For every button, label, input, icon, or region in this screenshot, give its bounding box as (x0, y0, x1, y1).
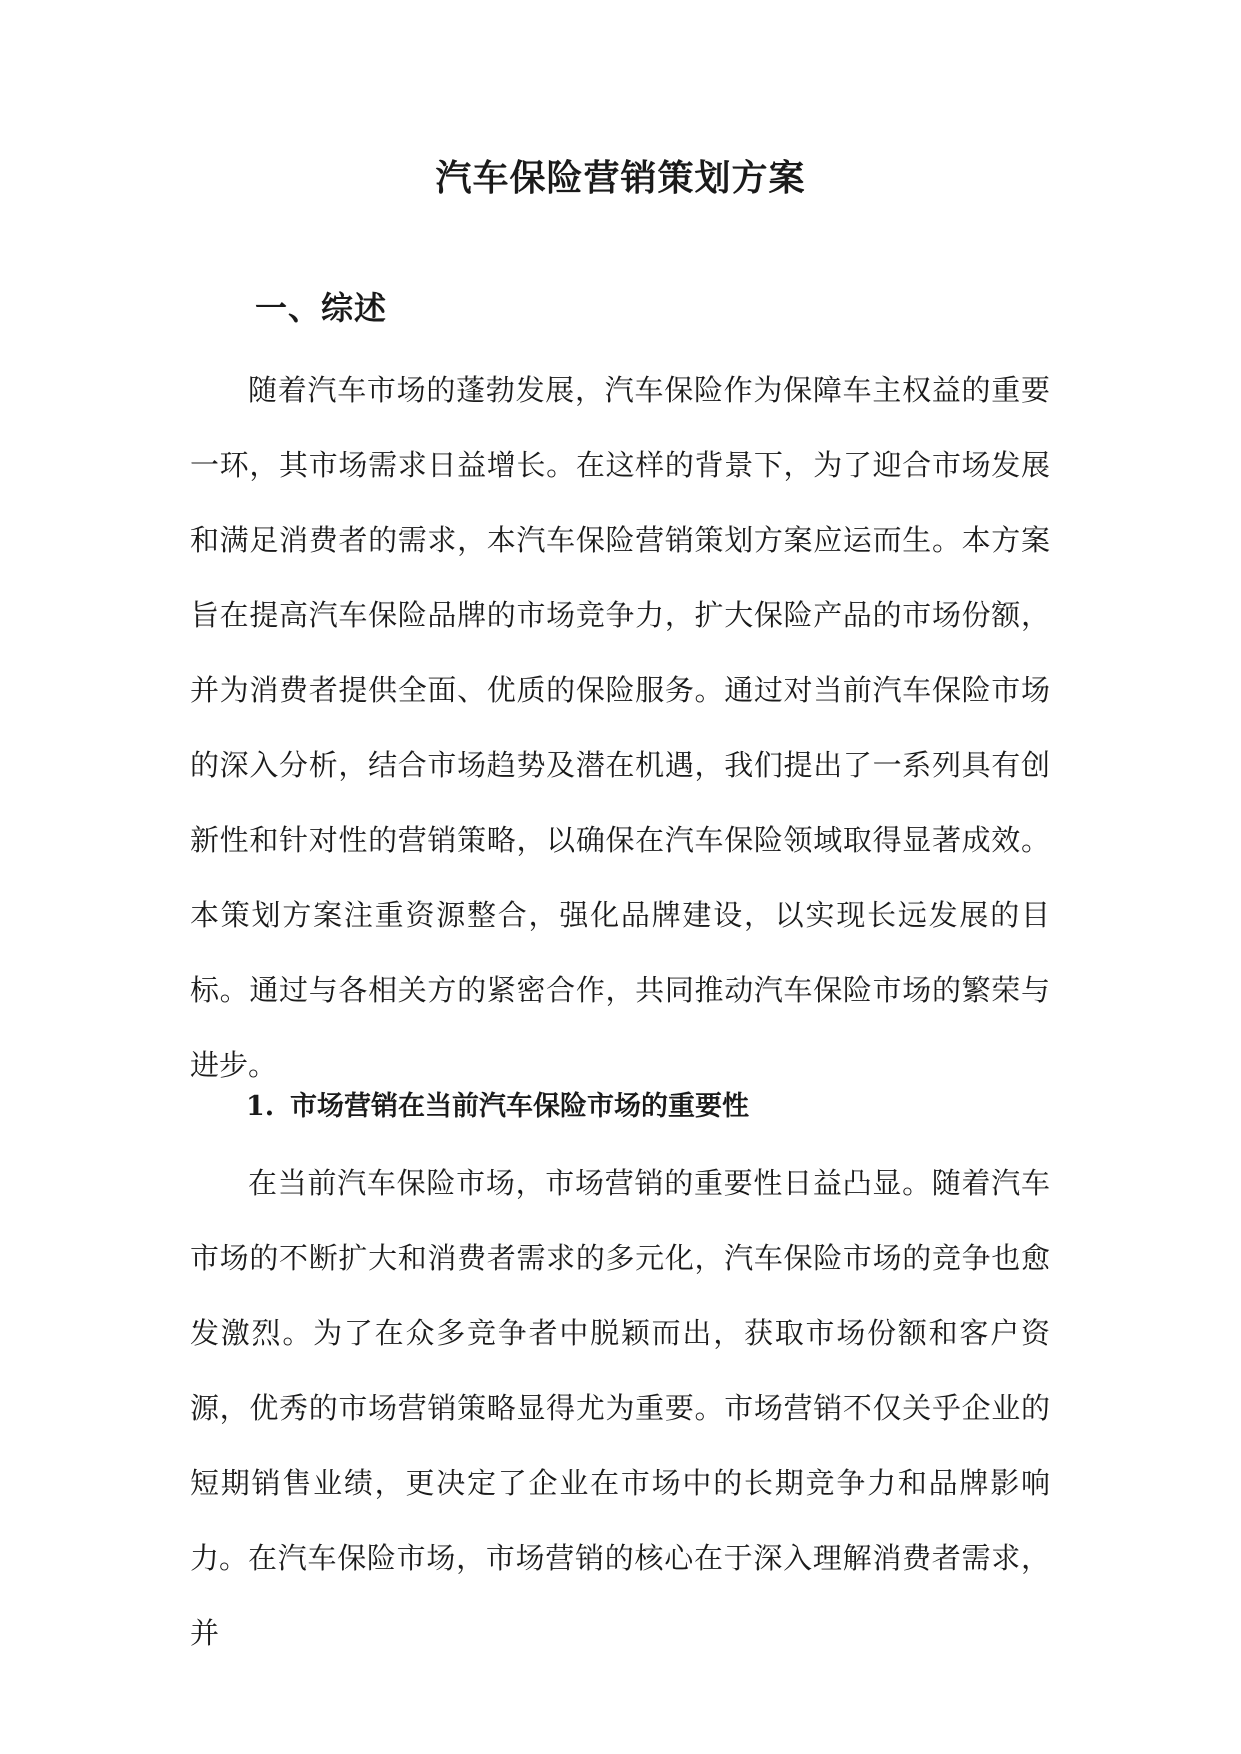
subsection-number: 1. (246, 1091, 275, 1122)
importance-paragraph-2: 在汽车保险市场，市场营销的核心在于深入理解消费者需求，并 (190, 1541, 1050, 1650)
overview-paragraph: 随着汽车市场的蓬勃发展，汽车保险作为保障车主权益的重要一环，其市场需求日益增长。在这样的背景下，为了迎合市场发展和满足消费者的需求，本汽车保险营销策划方案应运而生。本方案旨在提高汽车保险品牌的市场竞争力，扩大保险产品的市场份额，并为消费者提供全面、优质的保险服务。通过对当前汽车保险市场的深入分析，结合市场趋势及潜在机遇，我们提出了一系列具有创新性和针对性的营销策略，以确保在汽车保险领域取得显著成效。本策划方案注重资源整合，强化品牌建设，以实现长远发展的目标。通过与各相关方的紧密合作，共同推动汽车保险市场的繁荣与进步。 (190, 373, 1050, 1082)
section-heading-overview: 一、综述 (255, 289, 388, 327)
subsection-heading-text: 市场营销在当前汽车保险市场的重要性 (290, 1091, 749, 1122)
subsection-heading (246, 1084, 749, 1123)
document-title: 汽车保险营销策划方案 (435, 157, 806, 199)
importance-paragraph-1: 在当前汽车保险市场，市场营销的重要性日益凸显。随着汽车市场的不断扩大和消费者需求的多元化，汽车保险市场的竞争也愈发激烈。为了在众多竞争者中脱颖而出，获取市场份额和客户资源，优秀的市场营销策略显得尤为重要。市场营销不仅关乎企业的短期销售业绩，更决定了企业在市场中的长期竞争力和品牌影响力。 (190, 1166, 1050, 1575)
